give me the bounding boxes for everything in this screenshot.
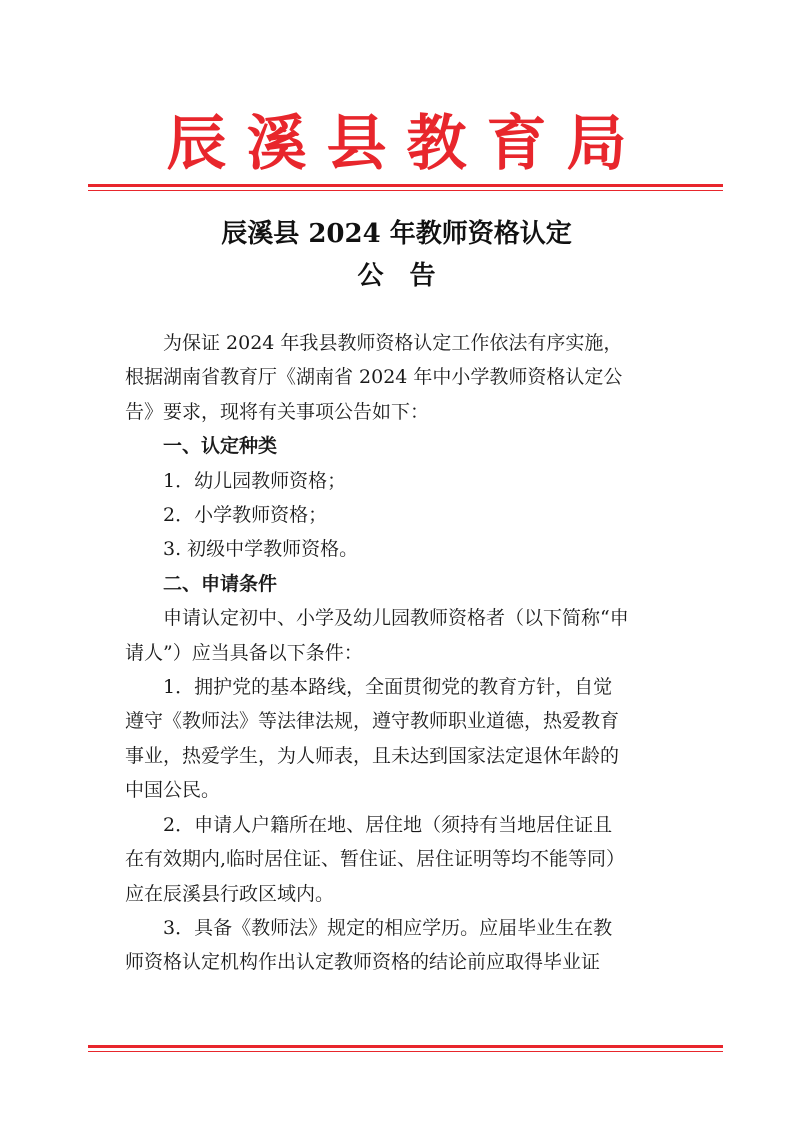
document-title: 辰溪县 2024 年教师资格认定 xyxy=(221,219,572,249)
paragraph-line: 二、申请条件 xyxy=(163,572,278,595)
section-heading xyxy=(125,429,680,463)
paragraph xyxy=(125,601,680,670)
letterhead-organization: 辰溪县教育局 xyxy=(166,109,647,179)
paragraph-line: 告》要求，现将有关事项公告如下： xyxy=(125,400,430,423)
paragraph xyxy=(125,808,680,911)
paragraph xyxy=(125,670,680,808)
paragraph xyxy=(125,326,680,429)
footer-rule-thick xyxy=(88,1045,723,1048)
paragraph-line: 师资格认定机构作出认定教师资格的结论前应取得毕业证 xyxy=(125,951,601,974)
paragraph-line: 申请认定初中、小学及幼儿园教师资格者（以下简称“申 xyxy=(163,607,629,630)
paragraph-line: 根据湖南省教育厅《湖南省 2024 年中小学教师资格认定公 xyxy=(125,366,623,389)
letterhead-rule-thick xyxy=(88,184,723,187)
footer-rule-thin xyxy=(88,1051,723,1052)
paragraph-line: 1．拥护党的基本路线，全面贯彻党的教育方针，自觉 xyxy=(163,676,613,699)
paragraph-line: 2．申请人户籍所在地、居住地（须持有当地居住证且 xyxy=(163,813,613,836)
paragraph-line: 3. 初级中学教师资格。 xyxy=(163,538,359,561)
paragraph-line: 中国公民。 xyxy=(125,779,221,802)
document-body xyxy=(125,326,680,980)
paragraph xyxy=(125,911,680,980)
paragraph-line: 3．具备《教师法》规定的相应学历。应届毕业生在教 xyxy=(163,916,613,939)
paragraph-line: 应在辰溪县行政区域内。 xyxy=(125,882,335,905)
paragraph-line: 为保证 2024 年我县教师资格认定工作依法有序实施， xyxy=(163,332,623,354)
document-subtitle: 公告 xyxy=(357,261,462,291)
section-heading xyxy=(125,567,680,601)
paragraph xyxy=(125,498,680,532)
paragraph-line: 事业，热爱学生，为人师表，且未达到国家法定退休年龄的 xyxy=(125,744,620,767)
paragraph-line: 一、认定种类 xyxy=(163,435,278,458)
paragraph xyxy=(125,464,680,498)
paragraph-line: 在有效期内,临时居住证、暂住证、居住证明等均不能等同） xyxy=(125,848,626,871)
paragraph-line: 2．小学教师资格； xyxy=(163,504,328,527)
paragraph-line: 请人”）应当具备以下条件： xyxy=(125,641,363,664)
paragraph xyxy=(125,532,680,566)
paragraph-line: 遵守《教师法》等法律法规，遵守教师职业道德，热爱教育 xyxy=(125,710,620,733)
letterhead-rule-thin xyxy=(88,190,723,191)
paragraph-line: 1．幼儿园教师资格； xyxy=(163,469,347,492)
